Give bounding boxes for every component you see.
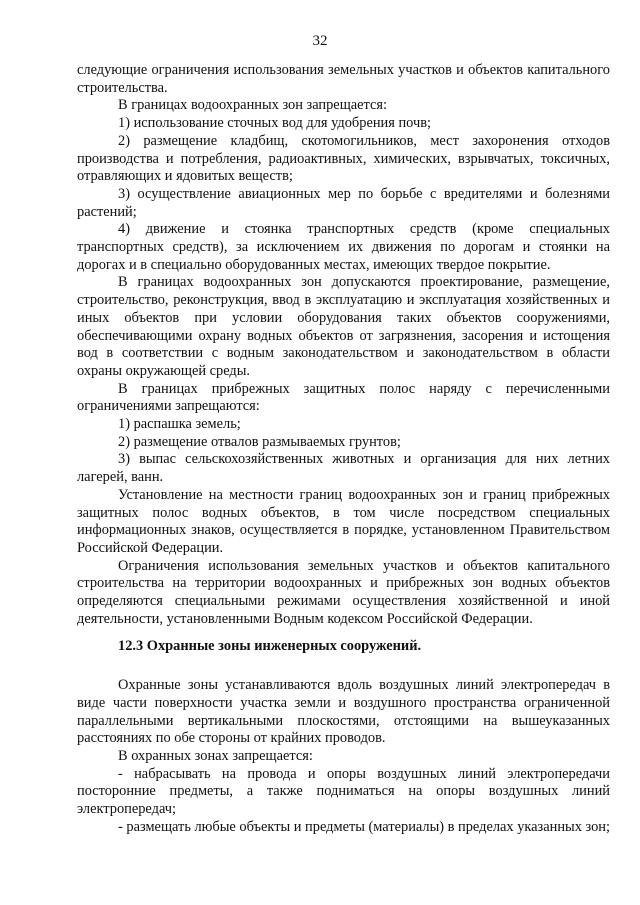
list-item: 3) осуществление авиационных мер по борьбе с вредителями и болезнями растений; (77, 185, 610, 220)
paragraph: Охранные зоны устанавливаются вдоль воздушных линий электропередач в виде части поверхности участка земли и воздушного пространства ограниченной параллельными вертикальными плоскостями, отстоящими на вышеуказанных расстояниях по обе стороны от крайних проводов. (77, 677, 610, 747)
paragraph: В границах водоохранных зон допускаются проектирование, размещение, строительство, реконструкция, ввод в эксплуатацию и эксплуатация хозяйственных и иных объектов при условии оборудования таких объектов сооружениями, обеспечивающими охрану водных объектов от загрязнения, засорения и истощения вод в соответствии с водным законодательством и законодательством в области охраны окружающей среды. (77, 274, 610, 379)
paragraph: следующие ограничения использования земельных участков и объектов капитального строительства. (77, 62, 610, 96)
paragraph: В границах прибрежных защитных полос наряду с перечисленными ограничениями запрещаются: (77, 380, 610, 415)
list-item: 1) использование сточных вод для удобрения почв; (118, 115, 432, 132)
list-item: - размещать любые объекты и предметы (материалы) в пределах указанных зон; (118, 818, 610, 835)
paragraphs-after-heading (77, 677, 610, 836)
list-item: 1) распашка земель; (118, 416, 241, 433)
document-body (77, 62, 610, 837)
list-item: 2) размещение кладбищ, скотомогильников, мест захоронения отходов производства и потребления, радиоактивных, химических, взрывчатых, токсичных, отравляющих и ядовитых веществ; (77, 132, 610, 185)
section-heading: 12.3 Охранные зоны инженерных сооружений. (118, 637, 422, 654)
paragraph: Ограничения использования земельных участков и объектов капитального строительства на территории водоохранных и прибрежных зон водных объектов определяются специальными режимами осуществления хозяйственной и иной деятельности, установленными Водным кодексом Российской Федерации. (77, 557, 610, 627)
list-item: - набрасывать на провода и опоры воздушных линий электропередачи посторонние предметы, а также подниматься на опоры воздушных линий электропередач; (77, 765, 610, 818)
paragraphs-before-heading (77, 62, 610, 629)
list-item: 4) движение и стоянка транспортных средств (кроме специальных транспортных средств), за исключением их движения по дорогам и стоянки на дорогах и в специально оборудованных местах, имеющих твердое покрытие. (77, 221, 610, 273)
page-number: 32 (312, 33, 328, 49)
list-item: 3) выпас сельскохозяйственных животных и организация для них летних лагерей, ванн. (77, 451, 610, 486)
paragraph: В границах водоохранных зон запрещается: (118, 97, 388, 114)
list-item: 2) размещение отвалов размываемых грунтов; (118, 433, 401, 450)
paragraph: Установление на местности границ водоохранных зон и границ прибрежных защитных полос водных объектов, в том числе посредством специальных информационных знаков, осуществляется в порядке, установленном Правительством Российской Федерации. (77, 486, 610, 556)
paragraph: В охранных зонах запрещается: (118, 748, 313, 765)
